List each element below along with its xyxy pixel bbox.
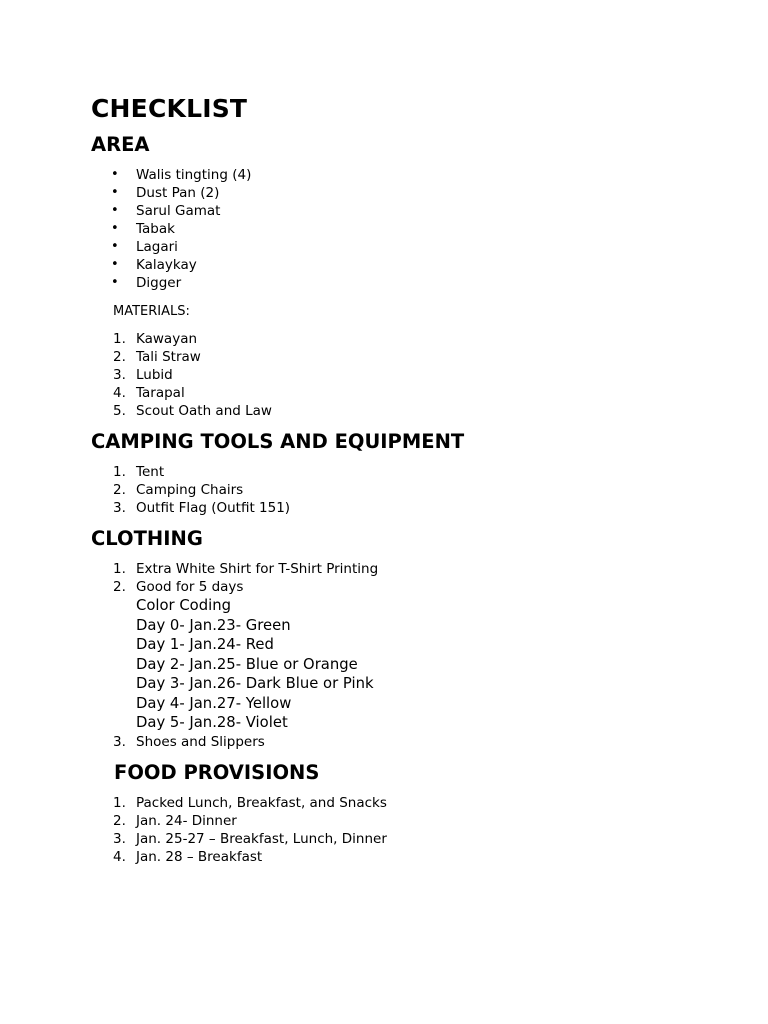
- list-item-text: Shoes and Slippers: [136, 733, 265, 750]
- color-coding-day: Day 5- Jan.28- Violet: [136, 714, 288, 731]
- bullet-marker: •: [111, 167, 119, 182]
- bullet-marker: •: [111, 239, 119, 254]
- bullet-marker: •: [111, 185, 119, 200]
- list-item-text: Extra White Shirt for T-Shirt Printing: [136, 561, 379, 577]
- area-heading: AREA: [91, 133, 150, 156]
- list-item-text: Outfit Flag (Outfit 151): [136, 500, 291, 516]
- list-number: 1.: [113, 794, 126, 811]
- food-list: [91, 794, 711, 866]
- camping-heading: CAMPING TOOLS AND EQUIPMENT: [91, 430, 465, 453]
- list-number: 5.: [113, 403, 126, 419]
- list-item-text: Digger: [136, 275, 182, 291]
- list-number: 2.: [113, 482, 126, 498]
- list-item: [91, 848, 711, 866]
- color-coding-day: Day 2- Jan.25- Blue or Orange: [136, 655, 358, 673]
- list-item-text: Tent: [136, 464, 165, 480]
- list-number: 3.: [113, 830, 126, 847]
- area-list: [91, 166, 711, 292]
- color-coding-label: Color Coding: [136, 597, 231, 614]
- list-item: [91, 463, 711, 481]
- list-item: [91, 202, 711, 220]
- food-heading: FOOD PROVISIONS: [114, 760, 320, 784]
- list-number: 2.: [113, 579, 126, 595]
- document-page: [91, 93, 711, 866]
- list-item-text: Good for 5 days: [136, 579, 244, 595]
- list-item-text: Lagari: [136, 239, 178, 255]
- list-item-text: Tarapal: [136, 385, 185, 401]
- list-number: 2.: [113, 812, 126, 829]
- list-item: [91, 330, 711, 348]
- list-number: 4.: [113, 848, 126, 865]
- page-title: CHECKLIST: [91, 94, 248, 123]
- color-coding-day: Day 0- Jan.23- Green: [136, 616, 291, 634]
- clothing-heading: CLOTHING: [91, 527, 203, 550]
- list-number: 1.: [113, 331, 126, 347]
- materials-list: [91, 330, 711, 420]
- bullet-marker: •: [111, 275, 119, 290]
- list-item-text: Camping Chairs: [136, 482, 244, 498]
- list-item-text: Dust Pan (2): [136, 185, 220, 201]
- list-item-text: Kalaykay: [136, 257, 197, 273]
- camping-list: [91, 463, 711, 517]
- list-item: [91, 794, 711, 812]
- list-item-text: Tabak: [136, 221, 175, 237]
- list-item: [91, 166, 711, 184]
- list-number: 1.: [113, 561, 126, 577]
- list-item-text: Tali Straw: [136, 349, 201, 365]
- list-item: [91, 220, 711, 238]
- list-item: [91, 499, 711, 517]
- list-item-text: Jan. 24- Dinner: [136, 812, 237, 829]
- list-item-text: Jan. 28 – Breakfast: [136, 848, 263, 865]
- list-item: [91, 481, 711, 499]
- list-number: 3.: [113, 500, 126, 516]
- color-coding-block: [91, 596, 711, 733]
- color-coding-day: Day 3- Jan.26- Dark Blue or Pink: [136, 675, 374, 692]
- list-number: 3.: [113, 733, 126, 750]
- list-item-text: Kawayan: [136, 331, 198, 347]
- list-number: 4.: [113, 385, 126, 401]
- bullet-marker: •: [111, 203, 119, 218]
- list-item-text: Scout Oath and Law: [136, 403, 272, 419]
- color-coding-day: Day 1- Jan.24- Red: [136, 636, 274, 653]
- list-item-text: Walis tingting (4): [136, 167, 252, 183]
- list-item: [91, 184, 711, 202]
- materials-label: MATERIALS:: [113, 304, 190, 319]
- bullet-marker: •: [111, 257, 119, 272]
- list-item: [91, 812, 711, 830]
- list-item: [91, 733, 711, 751]
- list-number: 2.: [113, 349, 126, 365]
- list-item-text: Packed Lunch, Breakfast, and Snacks: [136, 794, 387, 811]
- list-item-text: Sarul Gamat: [136, 203, 221, 219]
- list-number: 1.: [113, 464, 126, 480]
- list-item-text: Jan. 25-27 – Breakfast, Lunch, Dinner: [136, 830, 387, 847]
- clothing-list: [91, 560, 711, 751]
- color-coding-day: Day 4- Jan.27- Yellow: [136, 694, 292, 712]
- list-item: [91, 256, 711, 274]
- bullet-marker: •: [111, 221, 119, 236]
- list-item: [91, 560, 711, 578]
- list-item: [91, 348, 711, 366]
- list-item: [91, 402, 711, 420]
- list-item: [91, 578, 711, 596]
- list-item-text: Lubid: [136, 367, 173, 383]
- list-item: [91, 238, 711, 256]
- list-item: [91, 830, 711, 848]
- list-item: [91, 366, 711, 384]
- list-number: 3.: [113, 367, 126, 383]
- list-item: [91, 384, 711, 402]
- list-item: [91, 274, 711, 292]
